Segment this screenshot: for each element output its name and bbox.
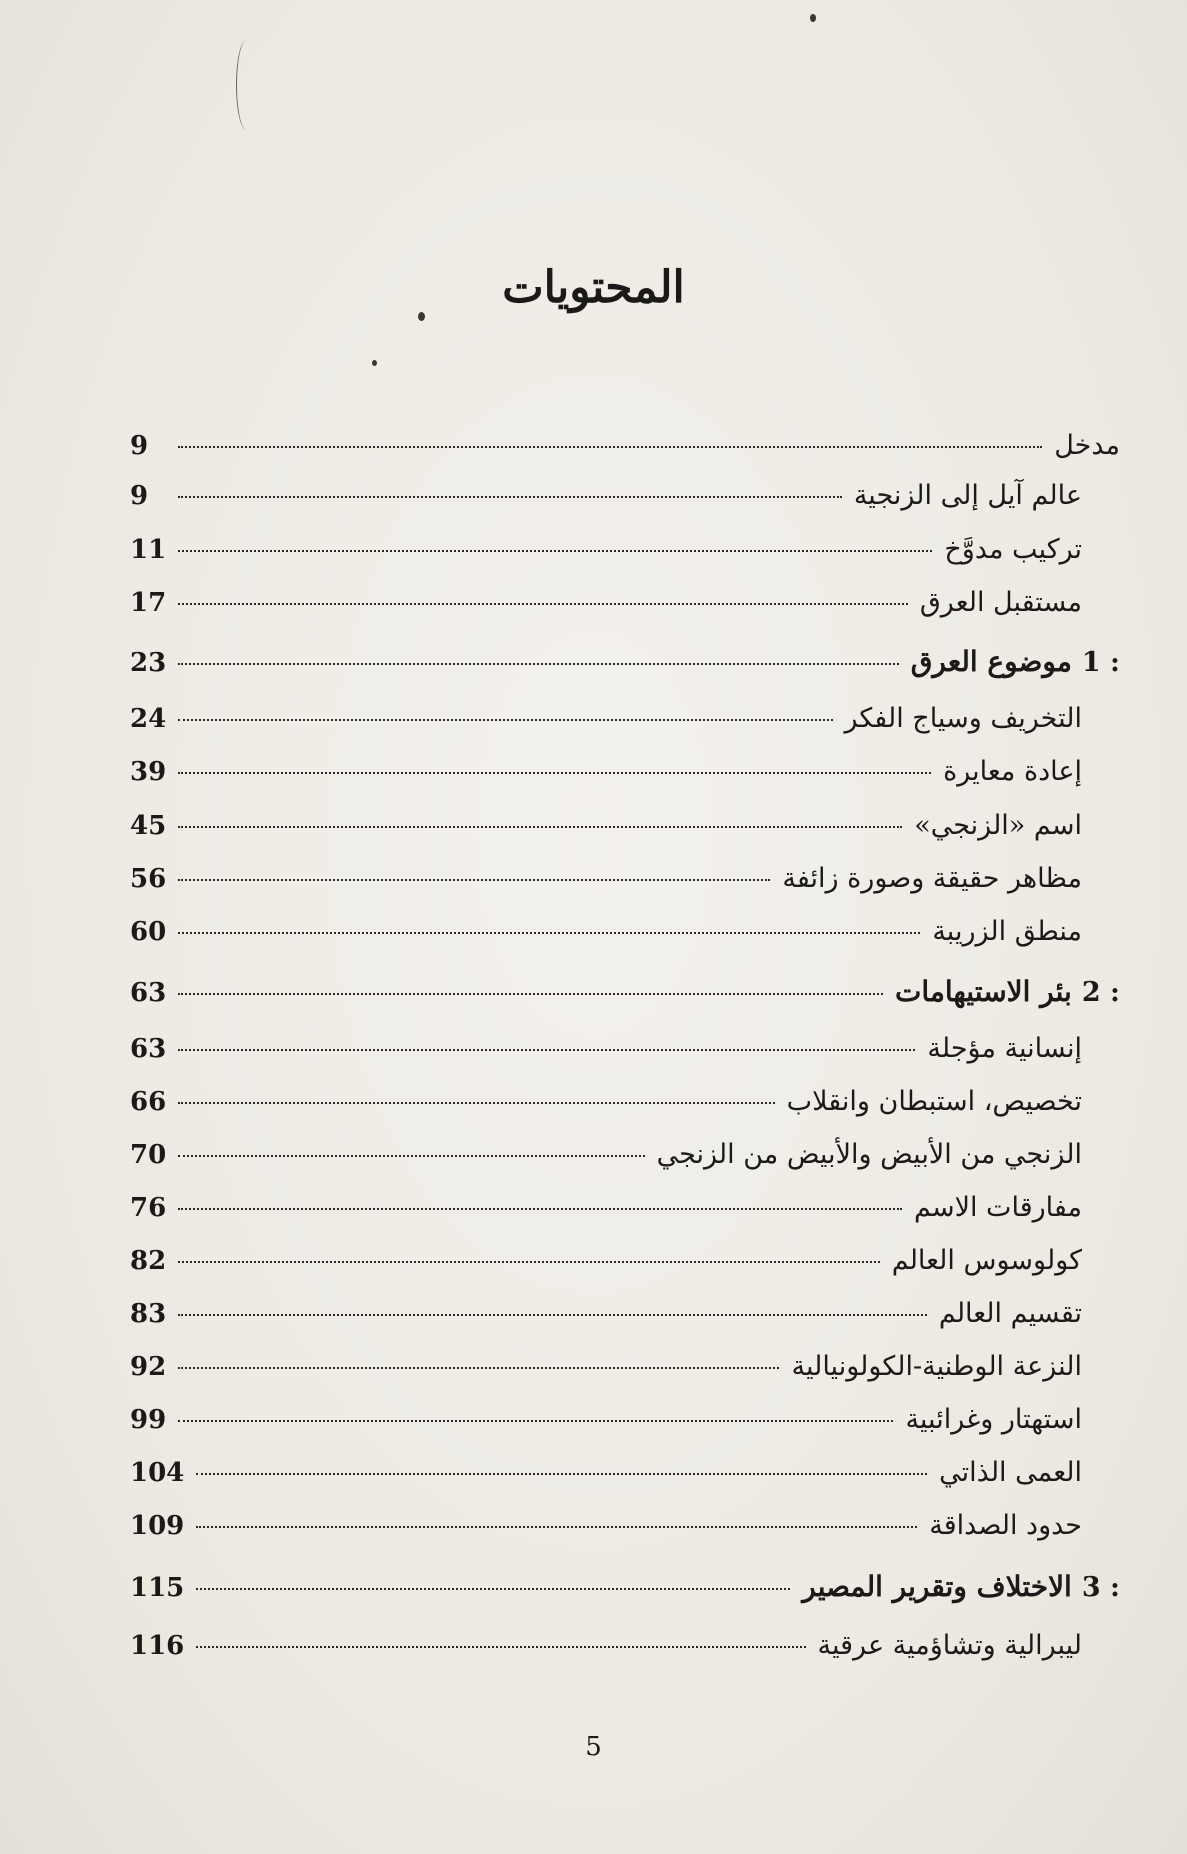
toc-entry-label: العمى الذاتي: [939, 1457, 1082, 1488]
toc-entry[interactable]: [130, 756, 1120, 802]
toc-entry[interactable]: [130, 1192, 1120, 1238]
dot-leader: [178, 718, 832, 721]
toc-entry-label: ليبرالية وتشاؤمية عرقية: [817, 1630, 1082, 1661]
toc-page-number: 39: [130, 757, 167, 787]
toc-page-number: 45: [130, 811, 167, 841]
toc-entry[interactable]: [130, 1298, 1120, 1344]
toc-entry-label: الزنجي من الأبيض والأبيض من الزنجي: [656, 1139, 1082, 1170]
toc-entry-label: تقسيم العالم: [938, 1298, 1082, 1329]
dot-leader: [178, 1154, 644, 1157]
ink-speck: [418, 312, 425, 321]
toc-page-number: 56: [130, 864, 167, 894]
toc-entry[interactable]: [130, 1510, 1120, 1556]
paper-scratch: [236, 40, 257, 130]
toc-entry-label: الاختلاف وتقرير المصير: [802, 1570, 1072, 1603]
toc-entry-label: عالم آيل إلى الزنجية: [853, 480, 1082, 511]
toc-page-number: 92: [130, 1352, 167, 1382]
toc-entry[interactable]: [130, 810, 1120, 856]
toc-chapter-entry[interactable]: [130, 645, 1120, 691]
toc-entry-label: موضوع العرق: [910, 645, 1072, 678]
dot-leader: [178, 771, 931, 774]
dot-leader: [178, 1419, 893, 1422]
dot-leader: [178, 1260, 880, 1263]
toc-page-number: 115: [130, 1573, 185, 1603]
toc-entry[interactable]: [130, 863, 1120, 909]
toc-page-number: 9: [130, 431, 149, 461]
dot-leader: [178, 1313, 927, 1316]
dot-leader: [196, 1645, 805, 1648]
toc-entry[interactable]: [130, 430, 1120, 476]
toc-page-number: 104: [130, 1458, 185, 1488]
dot-leader: [178, 495, 842, 498]
toc-entry-label: استهتار وغرائبية: [905, 1404, 1082, 1435]
toc-entry-label: تركيب مدوَّخ: [944, 534, 1082, 565]
toc-entry[interactable]: [130, 534, 1120, 580]
toc-page-number: 116: [130, 1631, 185, 1661]
toc-entry-label: اسم «الزنجي»: [914, 810, 1082, 841]
toc-entry[interactable]: [130, 1245, 1120, 1291]
toc-entry[interactable]: [130, 1351, 1120, 1397]
toc-page-number: 17: [130, 588, 167, 618]
toc-page-number: 9: [130, 481, 149, 511]
toc-entry[interactable]: [130, 1404, 1120, 1450]
toc-entry-label: كولوسوس العالم: [891, 1245, 1082, 1276]
dot-leader: [178, 931, 920, 934]
dot-leader: [178, 992, 883, 995]
toc-entry-label: إعادة معايرة: [943, 756, 1082, 787]
toc-page-number: 11: [130, 535, 167, 565]
chapter-number: 2 :: [1081, 977, 1120, 1008]
toc-page-number: 76: [130, 1193, 167, 1223]
toc-entry[interactable]: [130, 587, 1120, 633]
toc-entry[interactable]: [130, 1457, 1120, 1503]
toc-entry-label: تخصيص، استبطان وانقلاب: [786, 1086, 1082, 1117]
toc-page-number: 63: [130, 1034, 167, 1064]
toc-chapter-entry[interactable]: [130, 1570, 1120, 1616]
toc-page-number: 63: [130, 978, 167, 1008]
toc-entry-label: مظاهر حقيقة وصورة زائفة: [782, 863, 1082, 894]
toc-entry-label: إنسانية مؤجلة: [927, 1033, 1082, 1064]
toc-chapter-entry[interactable]: [130, 975, 1120, 1021]
toc-entry[interactable]: [130, 480, 1120, 526]
toc-entry-label: التخريف وسياج الفكر: [844, 703, 1082, 734]
toc-entry[interactable]: [130, 1630, 1120, 1676]
dot-leader: [196, 1472, 927, 1475]
toc-entry-label: النزعة الوطنية-الكولونيالية: [791, 1351, 1082, 1382]
page-title: المحتويات: [502, 262, 685, 313]
toc-page-number: 83: [130, 1299, 167, 1329]
dot-leader: [178, 1207, 902, 1210]
toc-page-number: 24: [130, 704, 167, 734]
dot-leader: [196, 1587, 790, 1590]
dot-leader: [178, 602, 908, 605]
dot-leader: [178, 1048, 915, 1051]
dot-leader: [178, 825, 902, 828]
toc-page-number: 66: [130, 1087, 167, 1117]
dot-leader: [178, 878, 770, 881]
toc-entry[interactable]: [130, 1086, 1120, 1132]
dot-leader: [196, 1525, 917, 1528]
ink-speck: [372, 360, 377, 366]
toc-page-number: 82: [130, 1246, 167, 1276]
ink-speck: [810, 14, 816, 22]
toc-entry[interactable]: [130, 1033, 1120, 1079]
toc-entry[interactable]: [130, 916, 1120, 962]
toc-entry-label: مدخل: [1054, 430, 1120, 461]
toc-page-number: 23: [130, 648, 167, 678]
toc-page-number: 60: [130, 917, 167, 947]
toc-page-number: 99: [130, 1405, 167, 1435]
toc-entry-label: منطق الزريبة: [932, 916, 1082, 947]
chapter-number: 1 :: [1081, 647, 1120, 678]
dot-leader: [178, 1366, 779, 1369]
page-number: 5: [585, 1732, 602, 1762]
dot-leader: [178, 445, 1042, 448]
toc-page-number: 70: [130, 1140, 167, 1170]
toc-entry-label: مستقبل العرق: [919, 587, 1082, 618]
dot-leader: [178, 1101, 774, 1104]
dot-leader: [178, 662, 899, 665]
toc-entry-label: مفارقات الاسم: [913, 1192, 1082, 1223]
chapter-number: 3 :: [1081, 1572, 1120, 1603]
dot-leader: [178, 549, 932, 552]
toc-entry[interactable]: [130, 1139, 1120, 1185]
toc-entry-label: حدود الصداقة: [929, 1510, 1082, 1541]
toc-entry[interactable]: [130, 703, 1120, 749]
toc-page-number: 109: [130, 1511, 185, 1541]
toc-entry-label: بئر الاستيهامات: [894, 975, 1072, 1008]
